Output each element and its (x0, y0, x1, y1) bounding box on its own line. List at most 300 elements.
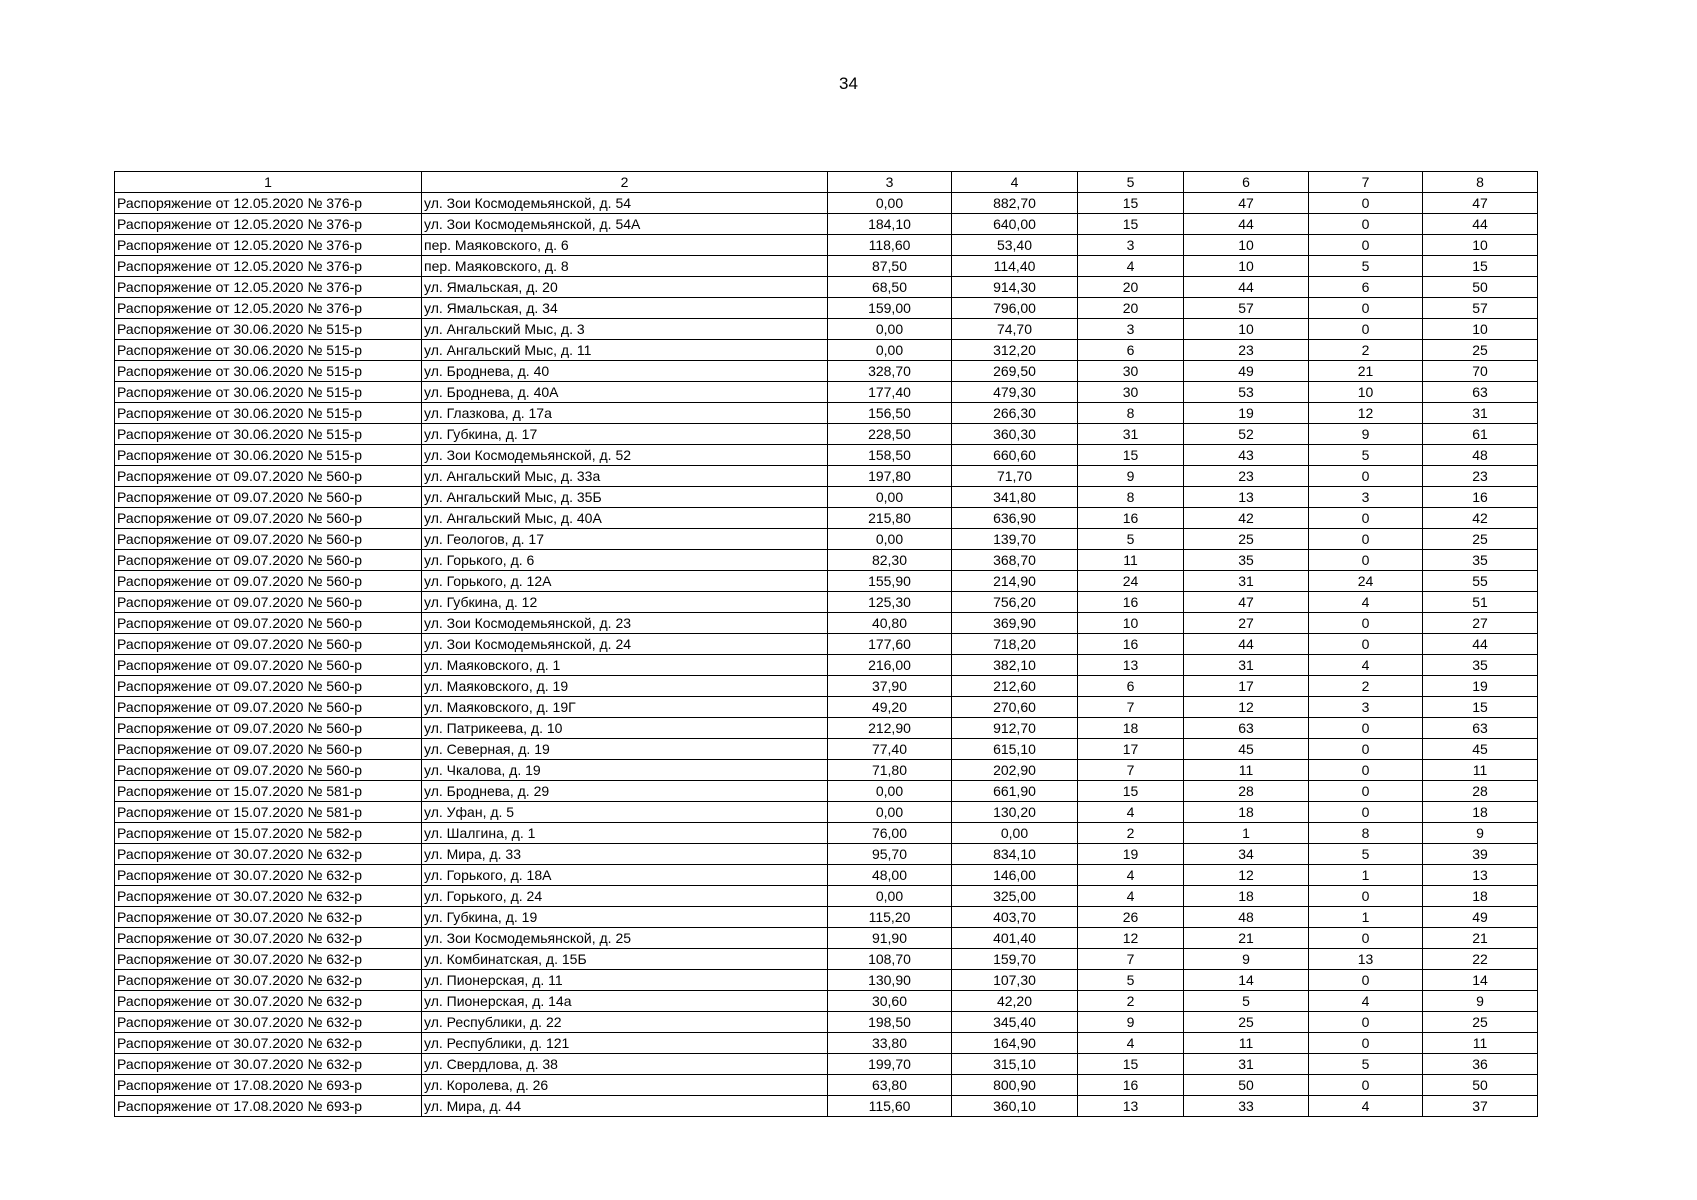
col8-cell: 13 (1423, 865, 1538, 886)
col8-cell: 48 (1423, 445, 1538, 466)
col5-cell: 6 (1078, 340, 1184, 361)
col4-cell: 360,30 (952, 424, 1078, 445)
col6-cell: 34 (1184, 844, 1309, 865)
col3-cell: 0,00 (828, 781, 952, 802)
col8-cell: 18 (1423, 802, 1538, 823)
document-cell: Распоряжение от 30.07.2020 № 632-р (115, 991, 422, 1012)
table-row (115, 361, 1538, 382)
col6-cell: 11 (1184, 760, 1309, 781)
col3-cell: 125,30 (828, 592, 952, 613)
document-cell: Распоряжение от 09.07.2020 № 560-р (115, 634, 422, 655)
col8-cell: 42 (1423, 508, 1538, 529)
document-cell: Распоряжение от 30.07.2020 № 632-р (115, 1054, 422, 1075)
col5-cell: 26 (1078, 907, 1184, 928)
col3-cell: 130,90 (828, 970, 952, 991)
address-cell: ул. Горького, д. 12А (422, 571, 828, 592)
col4-cell: 360,10 (952, 1096, 1078, 1117)
col3-cell: 159,00 (828, 298, 952, 319)
column-header: 6 (1184, 172, 1309, 193)
address-cell: ул. Броднева, д. 29 (422, 781, 828, 802)
col3-cell: 82,30 (828, 550, 952, 571)
col8-cell: 14 (1423, 970, 1538, 991)
col5-cell: 9 (1078, 466, 1184, 487)
col8-cell: 27 (1423, 613, 1538, 634)
col8-cell: 25 (1423, 1012, 1538, 1033)
col5-cell: 5 (1078, 970, 1184, 991)
col3-cell: 156,50 (828, 403, 952, 424)
col5-cell: 15 (1078, 781, 1184, 802)
col6-cell: 43 (1184, 445, 1309, 466)
table-row (115, 844, 1538, 865)
col4-cell: 164,90 (952, 1033, 1078, 1054)
col6-cell: 25 (1184, 1012, 1309, 1033)
table-row (115, 1054, 1538, 1075)
col3-cell: 40,80 (828, 613, 952, 634)
col5-cell: 2 (1078, 991, 1184, 1012)
document-cell: Распоряжение от 12.05.2020 № 376-р (115, 235, 422, 256)
col7-cell: 0 (1309, 550, 1423, 571)
col4-cell: 325,00 (952, 886, 1078, 907)
col8-cell: 37 (1423, 1096, 1538, 1117)
address-cell: ул. Пионерская, д. 14а (422, 991, 828, 1012)
address-cell: ул. Мира, д. 33 (422, 844, 828, 865)
col5-cell: 16 (1078, 1075, 1184, 1096)
col5-cell: 19 (1078, 844, 1184, 865)
col7-cell: 5 (1309, 445, 1423, 466)
col8-cell: 11 (1423, 1033, 1538, 1054)
table-row (115, 445, 1538, 466)
address-cell: ул. Патрикеева, д. 10 (422, 718, 828, 739)
col5-cell: 18 (1078, 718, 1184, 739)
col5-cell: 4 (1078, 886, 1184, 907)
address-cell: ул. Броднева, д. 40 (422, 361, 828, 382)
col6-cell: 12 (1184, 865, 1309, 886)
col5-cell: 4 (1078, 802, 1184, 823)
address-cell: ул. Зои Космодемьянской, д. 25 (422, 928, 828, 949)
table-row (115, 235, 1538, 256)
col3-cell: 48,00 (828, 865, 952, 886)
table-row (115, 1075, 1538, 1096)
column-header: 3 (828, 172, 952, 193)
col4-cell: 315,10 (952, 1054, 1078, 1075)
column-header: 5 (1078, 172, 1184, 193)
col6-cell: 33 (1184, 1096, 1309, 1117)
col4-cell: 660,60 (952, 445, 1078, 466)
col6-cell: 49 (1184, 361, 1309, 382)
col6-cell: 10 (1184, 235, 1309, 256)
data-table (114, 171, 1538, 1117)
document-cell: Распоряжение от 12.05.2020 № 376-р (115, 277, 422, 298)
table-row (115, 613, 1538, 634)
table-row (115, 256, 1538, 277)
col3-cell: 228,50 (828, 424, 952, 445)
page-number: 34 (839, 74, 858, 93)
col8-cell: 16 (1423, 487, 1538, 508)
col8-cell: 25 (1423, 529, 1538, 550)
col5-cell: 8 (1078, 487, 1184, 508)
document-cell: Распоряжение от 30.07.2020 № 632-р (115, 970, 422, 991)
col7-cell: 0 (1309, 634, 1423, 655)
col4-cell: 53,40 (952, 235, 1078, 256)
col6-cell: 18 (1184, 886, 1309, 907)
col7-cell: 0 (1309, 298, 1423, 319)
col6-cell: 31 (1184, 1054, 1309, 1075)
col4-cell: 0,00 (952, 823, 1078, 844)
col5-cell: 20 (1078, 277, 1184, 298)
table-row (115, 760, 1538, 781)
col5-cell: 15 (1078, 1054, 1184, 1075)
col3-cell: 95,70 (828, 844, 952, 865)
col8-cell: 15 (1423, 697, 1538, 718)
document-cell: Распоряжение от 30.06.2020 № 515-р (115, 424, 422, 445)
address-cell: ул. Горького, д. 24 (422, 886, 828, 907)
col8-cell: 39 (1423, 844, 1538, 865)
col5-cell: 9 (1078, 1012, 1184, 1033)
table-row (115, 970, 1538, 991)
col7-cell: 5 (1309, 256, 1423, 277)
col8-cell: 45 (1423, 739, 1538, 760)
col7-cell: 0 (1309, 214, 1423, 235)
col5-cell: 15 (1078, 445, 1184, 466)
document-cell: Распоряжение от 09.07.2020 № 560-р (115, 487, 422, 508)
document-cell: Распоряжение от 12.05.2020 № 376-р (115, 256, 422, 277)
col7-cell: 5 (1309, 844, 1423, 865)
col3-cell: 0,00 (828, 802, 952, 823)
col5-cell: 13 (1078, 655, 1184, 676)
col5-cell: 7 (1078, 760, 1184, 781)
col7-cell: 1 (1309, 907, 1423, 928)
col8-cell: 18 (1423, 886, 1538, 907)
col6-cell: 10 (1184, 256, 1309, 277)
address-cell: пер. Маяковского, д. 8 (422, 256, 828, 277)
col6-cell: 13 (1184, 487, 1309, 508)
col4-cell: 718,20 (952, 634, 1078, 655)
col7-cell: 0 (1309, 319, 1423, 340)
col6-cell: 21 (1184, 928, 1309, 949)
document-cell: Распоряжение от 09.07.2020 № 560-р (115, 739, 422, 760)
document-cell: Распоряжение от 09.07.2020 № 560-р (115, 760, 422, 781)
column-header: 7 (1309, 172, 1423, 193)
address-cell: ул. Шалгина, д. 1 (422, 823, 828, 844)
col4-cell: 270,60 (952, 697, 1078, 718)
col4-cell: 636,90 (952, 508, 1078, 529)
col6-cell: 17 (1184, 676, 1309, 697)
col7-cell: 0 (1309, 613, 1423, 634)
document-cell: Распоряжение от 30.07.2020 № 632-р (115, 844, 422, 865)
col8-cell: 47 (1423, 193, 1538, 214)
address-cell: ул. Геологов, д. 17 (422, 529, 828, 550)
col4-cell: 615,10 (952, 739, 1078, 760)
table-row (115, 1033, 1538, 1054)
col3-cell: 76,00 (828, 823, 952, 844)
col7-cell: 12 (1309, 403, 1423, 424)
document-cell: Распоряжение от 12.05.2020 № 376-р (115, 193, 422, 214)
table-row (115, 907, 1538, 928)
col7-cell: 0 (1309, 193, 1423, 214)
column-header: 8 (1423, 172, 1538, 193)
col4-cell: 382,10 (952, 655, 1078, 676)
table-row (115, 403, 1538, 424)
table-row (115, 991, 1538, 1012)
col5-cell: 5 (1078, 529, 1184, 550)
table-row (115, 298, 1538, 319)
col6-cell: 52 (1184, 424, 1309, 445)
address-cell: ул. Маяковского, д. 1 (422, 655, 828, 676)
table-row (115, 781, 1538, 802)
document-cell: Распоряжение от 09.07.2020 № 560-р (115, 571, 422, 592)
col4-cell: 403,70 (952, 907, 1078, 928)
address-cell: ул. Ямальская, д. 34 (422, 298, 828, 319)
table-body (115, 193, 1538, 1117)
document-cell: Распоряжение от 30.07.2020 № 632-р (115, 949, 422, 970)
col5-cell: 16 (1078, 592, 1184, 613)
address-cell: ул. Королева, д. 26 (422, 1075, 828, 1096)
col6-cell: 23 (1184, 340, 1309, 361)
document-cell: Распоряжение от 30.07.2020 № 632-р (115, 865, 422, 886)
col3-cell: 108,70 (828, 949, 952, 970)
col8-cell: 23 (1423, 466, 1538, 487)
col8-cell: 49 (1423, 907, 1538, 928)
document-cell: Распоряжение от 15.07.2020 № 582-р (115, 823, 422, 844)
document-cell: Распоряжение от 09.07.2020 № 560-р (115, 718, 422, 739)
col8-cell: 35 (1423, 550, 1538, 571)
col4-cell: 114,40 (952, 256, 1078, 277)
col8-cell: 50 (1423, 1075, 1538, 1096)
document-cell: Распоряжение от 12.05.2020 № 376-р (115, 214, 422, 235)
table-row (115, 928, 1538, 949)
document-cell: Распоряжение от 09.07.2020 № 560-р (115, 508, 422, 529)
col7-cell: 24 (1309, 571, 1423, 592)
col3-cell: 0,00 (828, 193, 952, 214)
document-cell: Распоряжение от 30.07.2020 № 632-р (115, 928, 422, 949)
col3-cell: 328,70 (828, 361, 952, 382)
col7-cell: 6 (1309, 277, 1423, 298)
col7-cell: 2 (1309, 676, 1423, 697)
col7-cell: 0 (1309, 928, 1423, 949)
col7-cell: 4 (1309, 592, 1423, 613)
col3-cell: 184,10 (828, 214, 952, 235)
col6-cell: 10 (1184, 319, 1309, 340)
col8-cell: 10 (1423, 235, 1538, 256)
col7-cell: 0 (1309, 886, 1423, 907)
col7-cell: 8 (1309, 823, 1423, 844)
col4-cell: 146,00 (952, 865, 1078, 886)
col7-cell: 0 (1309, 760, 1423, 781)
col6-cell: 44 (1184, 214, 1309, 235)
col6-cell: 50 (1184, 1075, 1309, 1096)
col5-cell: 12 (1078, 928, 1184, 949)
col4-cell: 661,90 (952, 781, 1078, 802)
col3-cell: 0,00 (828, 487, 952, 508)
col6-cell: 27 (1184, 613, 1309, 634)
col8-cell: 15 (1423, 256, 1538, 277)
col7-cell: 4 (1309, 991, 1423, 1012)
table-row (115, 676, 1538, 697)
address-cell: ул. Губкина, д. 12 (422, 592, 828, 613)
col6-cell: 1 (1184, 823, 1309, 844)
col4-cell: 107,30 (952, 970, 1078, 991)
table-row (115, 1096, 1538, 1117)
table-row (115, 550, 1538, 571)
address-cell: ул. Ангальский Мыс, д. 11 (422, 340, 828, 361)
col3-cell: 71,80 (828, 760, 952, 781)
col8-cell: 25 (1423, 340, 1538, 361)
col5-cell: 6 (1078, 676, 1184, 697)
col8-cell: 35 (1423, 655, 1538, 676)
col3-cell: 177,40 (828, 382, 952, 403)
col3-cell: 216,00 (828, 655, 952, 676)
col8-cell: 21 (1423, 928, 1538, 949)
document-cell: Распоряжение от 17.08.2020 № 693-р (115, 1075, 422, 1096)
address-cell: ул. Губкина, д. 17 (422, 424, 828, 445)
col4-cell: 212,60 (952, 676, 1078, 697)
table-row (115, 802, 1538, 823)
address-cell: ул. Ангальский Мыс, д. 3 (422, 319, 828, 340)
col4-cell: 42,20 (952, 991, 1078, 1012)
col3-cell: 91,90 (828, 928, 952, 949)
col4-cell: 341,80 (952, 487, 1078, 508)
table-row (115, 865, 1538, 886)
col7-cell: 0 (1309, 235, 1423, 256)
col3-cell: 30,60 (828, 991, 952, 1012)
col4-cell: 139,70 (952, 529, 1078, 550)
col6-cell: 12 (1184, 697, 1309, 718)
col6-cell: 48 (1184, 907, 1309, 928)
table-row (115, 424, 1538, 445)
col8-cell: 19 (1423, 676, 1538, 697)
col3-cell: 0,00 (828, 529, 952, 550)
document-cell: Распоряжение от 30.07.2020 № 632-р (115, 1012, 422, 1033)
col8-cell: 57 (1423, 298, 1538, 319)
col4-cell: 912,70 (952, 718, 1078, 739)
col3-cell: 198,50 (828, 1012, 952, 1033)
col6-cell: 31 (1184, 571, 1309, 592)
col4-cell: 882,70 (952, 193, 1078, 214)
address-cell: ул. Зои Космодемьянской, д. 24 (422, 634, 828, 655)
col6-cell: 35 (1184, 550, 1309, 571)
col5-cell: 3 (1078, 319, 1184, 340)
document-cell: Распоряжение от 30.07.2020 № 632-р (115, 886, 422, 907)
col3-cell: 199,70 (828, 1054, 952, 1075)
col3-cell: 115,60 (828, 1096, 952, 1117)
col4-cell: 266,30 (952, 403, 1078, 424)
table-row (115, 592, 1538, 613)
document-cell: Распоряжение от 09.07.2020 № 560-р (115, 592, 422, 613)
col7-cell: 0 (1309, 466, 1423, 487)
col7-cell: 0 (1309, 970, 1423, 991)
address-cell: пер. Маяковского, д. 6 (422, 235, 828, 256)
col4-cell: 159,70 (952, 949, 1078, 970)
col5-cell: 15 (1078, 214, 1184, 235)
col5-cell: 4 (1078, 256, 1184, 277)
table-row (115, 886, 1538, 907)
table-row (115, 634, 1538, 655)
table-row (115, 340, 1538, 361)
col8-cell: 28 (1423, 781, 1538, 802)
table-row (115, 739, 1538, 760)
column-header: 4 (952, 172, 1078, 193)
address-cell: ул. Мира, д. 44 (422, 1096, 828, 1117)
document-cell: Распоряжение от 09.07.2020 № 560-р (115, 697, 422, 718)
col6-cell: 25 (1184, 529, 1309, 550)
col4-cell: 756,20 (952, 592, 1078, 613)
col4-cell: 74,70 (952, 319, 1078, 340)
address-cell: ул. Ангальский Мыс, д. 40А (422, 508, 828, 529)
table-row (115, 214, 1538, 235)
col8-cell: 63 (1423, 718, 1538, 739)
col5-cell: 3 (1078, 235, 1184, 256)
address-cell: ул. Комбинатская, д. 15Б (422, 949, 828, 970)
col8-cell: 51 (1423, 592, 1538, 613)
address-cell: ул. Маяковского, д. 19 (422, 676, 828, 697)
header-row (115, 172, 1538, 193)
col6-cell: 9 (1184, 949, 1309, 970)
col4-cell: 479,30 (952, 382, 1078, 403)
col6-cell: 44 (1184, 277, 1309, 298)
address-cell: ул. Зои Космодемьянской, д. 54А (422, 214, 828, 235)
col6-cell: 45 (1184, 739, 1309, 760)
col5-cell: 16 (1078, 508, 1184, 529)
col6-cell: 5 (1184, 991, 1309, 1012)
col3-cell: 0,00 (828, 340, 952, 361)
col6-cell: 18 (1184, 802, 1309, 823)
col7-cell: 0 (1309, 529, 1423, 550)
col4-cell: 800,90 (952, 1075, 1078, 1096)
col3-cell: 215,80 (828, 508, 952, 529)
address-cell: ул. Губкина, д. 19 (422, 907, 828, 928)
document-cell: Распоряжение от 30.06.2020 № 515-р (115, 361, 422, 382)
col4-cell: 369,90 (952, 613, 1078, 634)
col7-cell: 4 (1309, 1096, 1423, 1117)
col5-cell: 4 (1078, 1033, 1184, 1054)
col7-cell: 9 (1309, 424, 1423, 445)
col7-cell: 1 (1309, 865, 1423, 886)
document-cell: Распоряжение от 30.07.2020 № 632-р (115, 907, 422, 928)
col8-cell: 44 (1423, 214, 1538, 235)
col6-cell: 28 (1184, 781, 1309, 802)
col3-cell: 33,80 (828, 1033, 952, 1054)
col3-cell: 0,00 (828, 319, 952, 340)
table-row (115, 193, 1538, 214)
address-cell: ул. Ямальская, д. 20 (422, 277, 828, 298)
col4-cell: 640,00 (952, 214, 1078, 235)
col8-cell: 44 (1423, 634, 1538, 655)
col3-cell: 63,80 (828, 1075, 952, 1096)
col6-cell: 42 (1184, 508, 1309, 529)
address-cell: ул. Глазкова, д. 17а (422, 403, 828, 424)
col5-cell: 7 (1078, 949, 1184, 970)
col3-cell: 118,60 (828, 235, 952, 256)
col8-cell: 63 (1423, 382, 1538, 403)
document-cell: Распоряжение от 09.07.2020 № 560-р (115, 676, 422, 697)
address-cell: ул. Зои Космодемьянской, д. 54 (422, 193, 828, 214)
col4-cell: 202,90 (952, 760, 1078, 781)
col7-cell: 0 (1309, 739, 1423, 760)
col4-cell: 214,90 (952, 571, 1078, 592)
address-cell: ул. Пионерская, д. 11 (422, 970, 828, 991)
address-cell: ул. Чкалова, д. 19 (422, 760, 828, 781)
col7-cell: 0 (1309, 718, 1423, 739)
col7-cell: 0 (1309, 1012, 1423, 1033)
document-cell: Распоряжение от 15.07.2020 № 581-р (115, 802, 422, 823)
col8-cell: 61 (1423, 424, 1538, 445)
document-cell: Распоряжение от 09.07.2020 № 560-р (115, 529, 422, 550)
address-cell: ул. Зои Космодемьянской, д. 23 (422, 613, 828, 634)
col4-cell: 368,70 (952, 550, 1078, 571)
col8-cell: 9 (1423, 991, 1538, 1012)
table-row (115, 823, 1538, 844)
col7-cell: 3 (1309, 487, 1423, 508)
